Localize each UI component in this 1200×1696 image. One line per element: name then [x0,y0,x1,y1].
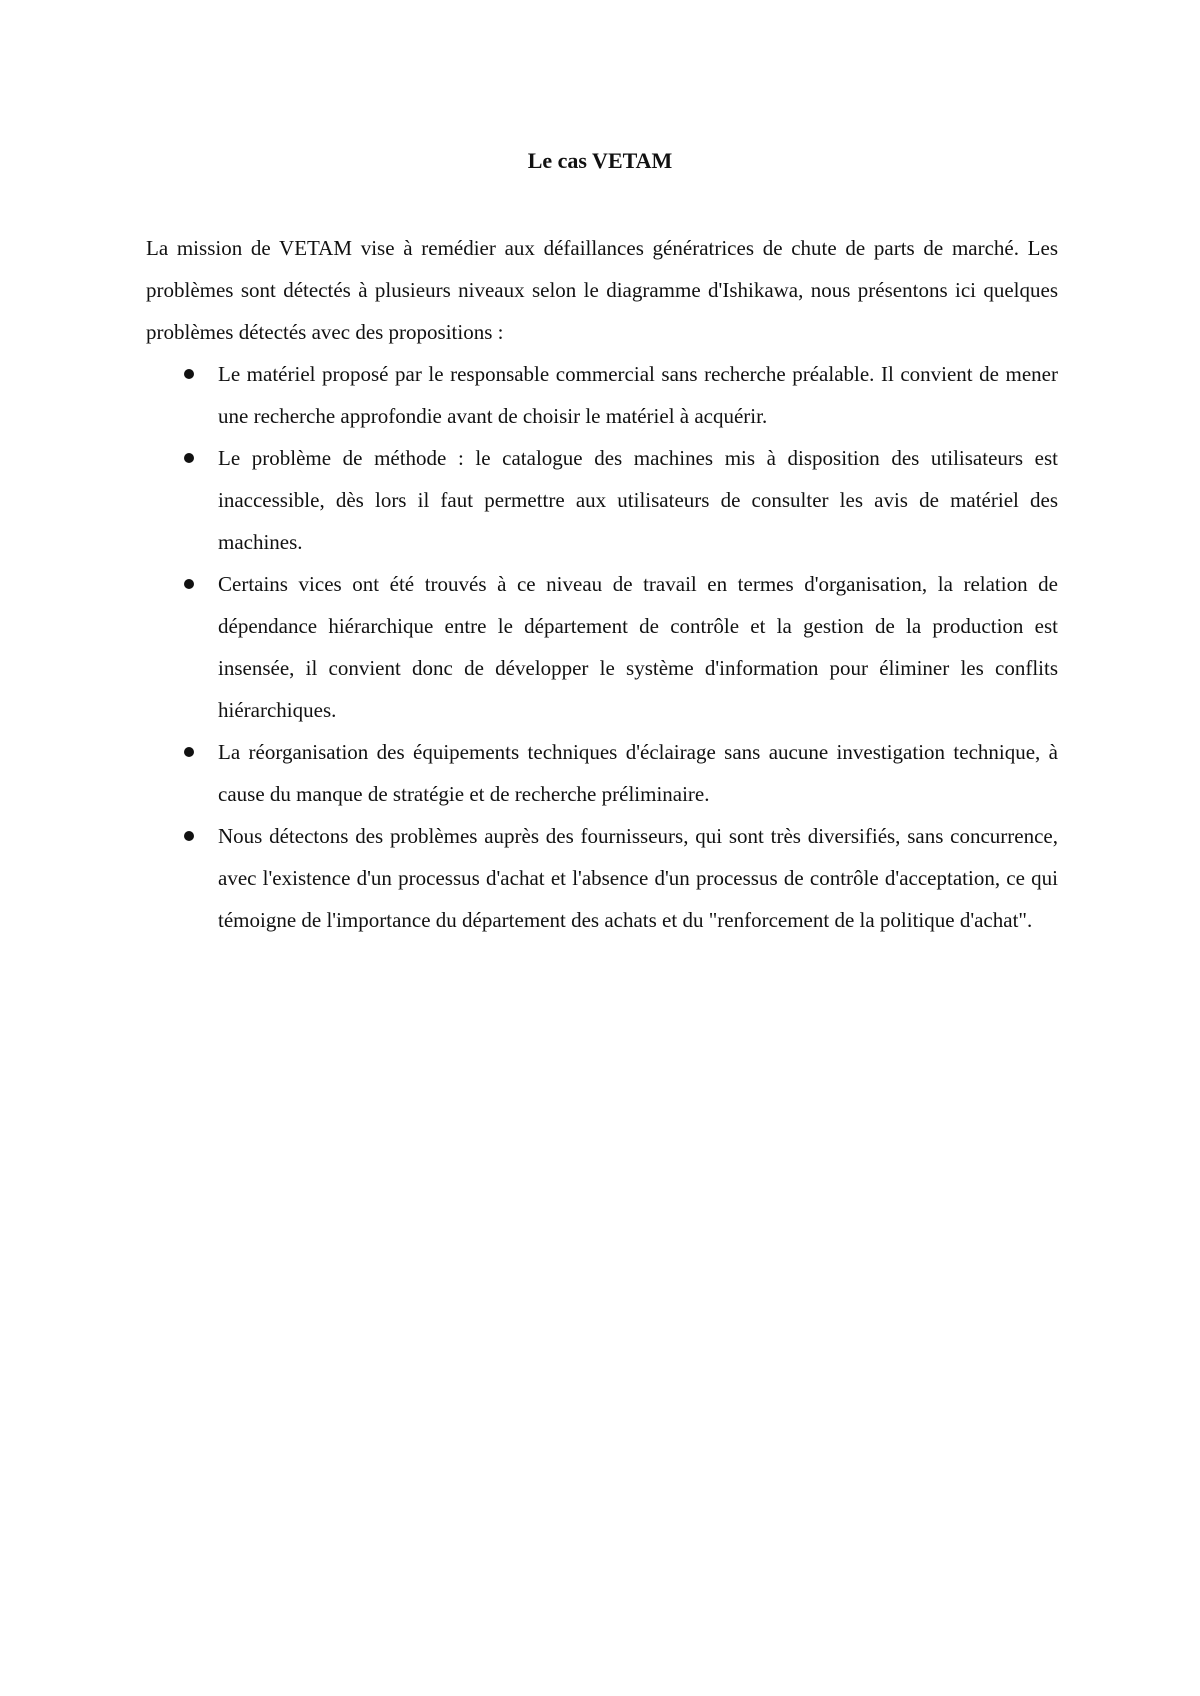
list-item [146,731,1058,815]
intro-paragraph: La mission de VETAM vise à remédier aux défaillances génératrices de chute de parts de marché. Les problèmes sont détectés à plusieurs niveaux selon le diagramme d'Ishikawa, nous présentons ici quelques problèmes détectés avec des propositions : [146,236,1058,344]
list-item [146,353,1058,437]
bullet-icon [184,831,194,841]
list-item-text: Certains vices ont été trouvés à ce niveau de travail en termes d'organisation, la relation de dépendance hiérarchique entre le département de contrôle et la gestion de la production est insensée, il convient donc de développer le système d'information pour éliminer les conflits hiérarchiques. [218,572,1058,722]
list-item-text: Le problème de méthode : le catalogue des machines mis à disposition des utilisateurs est inaccessible, dès lors il faut permettre aux utilisateurs de consulter les avis de matériel des machines. [218,446,1058,554]
list-item [146,815,1058,941]
list-item [146,563,1058,731]
list-item-text: Nous détectons des problèmes auprès des fournisseurs, qui sont très diversifiés, sans concurrence, avec l'existence d'un processus d'achat et l'absence d'un processus de contrôle d'acceptation, ce qui témoigne de l'importance du département des achats et du "renforcement de la politique d'achat". [218,824,1058,932]
list-item [146,437,1058,563]
document-title: Le cas VETAM [527,148,673,173]
bullet-icon [184,369,194,379]
bullet-icon [184,747,194,757]
list-item-text: Le matériel proposé par le responsable commercial sans recherche préalable. Il convient de mener une recherche approfondie avant de choisir le matériel à acquérir. [218,362,1058,428]
bullet-icon [184,579,194,589]
bullet-icon [184,453,194,463]
proposals-list [146,353,1058,941]
list-item-text: La réorganisation des équipements techniques d'éclairage sans aucune investigation technique, à cause du manque de stratégie et de recherche préliminaire. [218,740,1058,806]
